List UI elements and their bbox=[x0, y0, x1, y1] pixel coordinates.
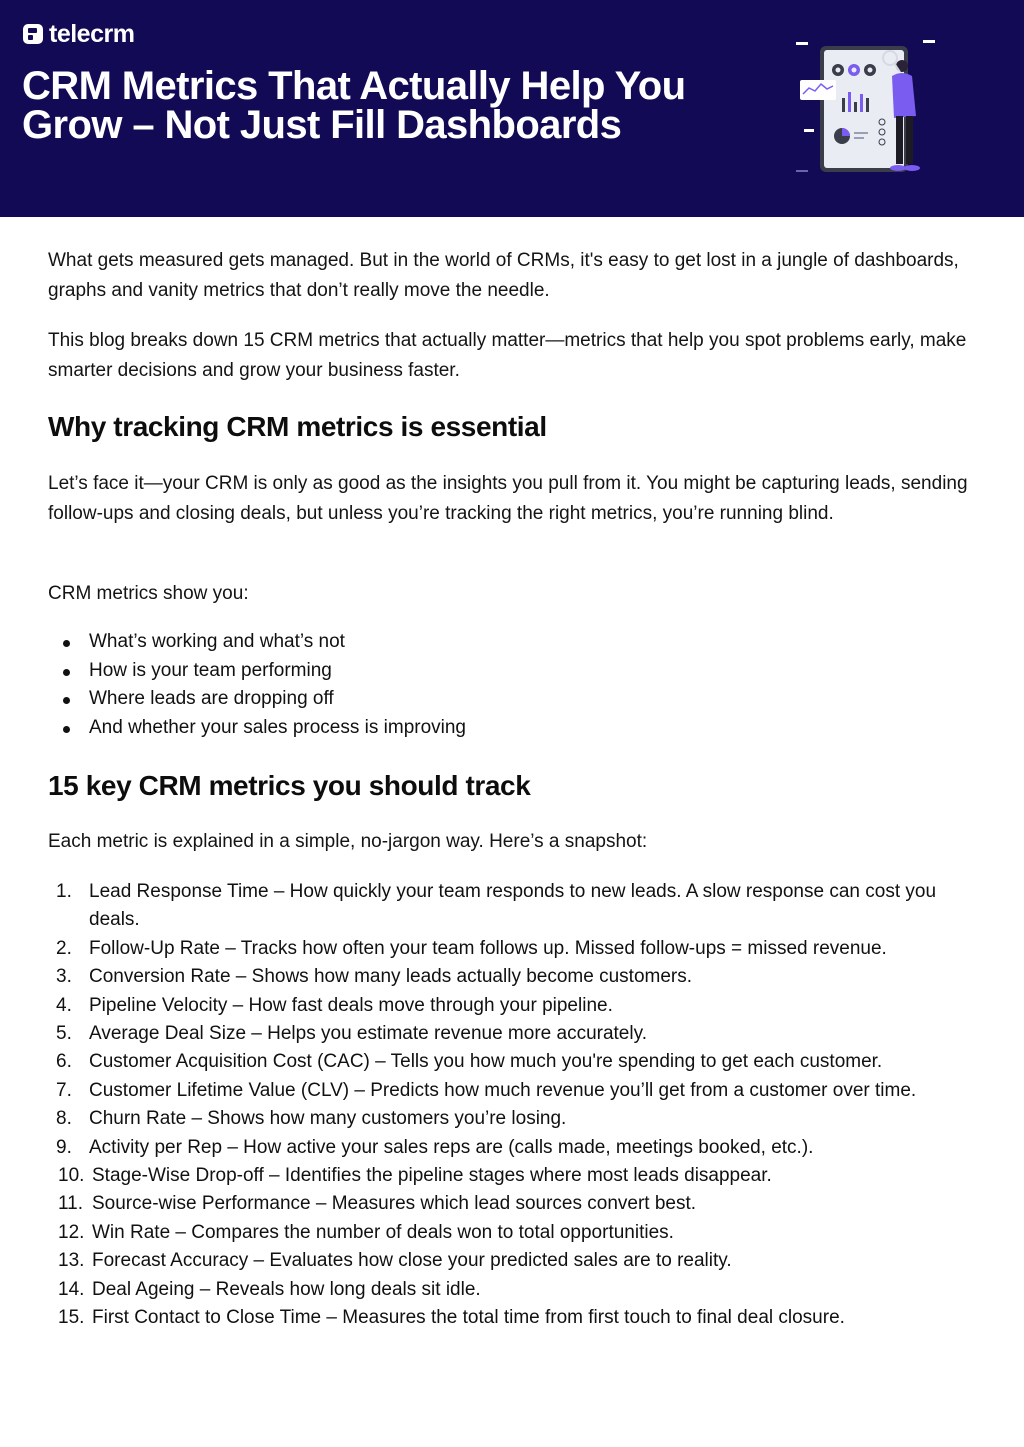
header-banner bbox=[0, 0, 1024, 217]
list-number: 10. bbox=[58, 1165, 85, 1187]
list-item-text: Follow-Up Rate – Tracks how often your team follows up. Missed follow-ups = missed revenue. bbox=[89, 937, 887, 959]
key-metrics-intro: Each metric is explained in a simple, no-jargon way. Here’s a snapshot: bbox=[48, 831, 648, 852]
intro-paragraph-2: This blog breaks down 15 CRM metrics that actually matter—metrics that help you spot problems early, make smarter decisions and grow your business faster. bbox=[48, 330, 967, 381]
list-item bbox=[48, 1190, 978, 1218]
page-title: CRM Metrics That Actually Help You Grow – Not Just Fill Dashboards bbox=[22, 64, 686, 147]
list-item-text: Conversion Rate – Shows how many leads actually become customers. bbox=[89, 966, 693, 988]
list-item-text: Pipeline Velocity – How fast deals move through your pipeline. bbox=[89, 994, 613, 1016]
list-item-text: Activity per Rep – How active your sales reps are (calls made, meetings booked, etc.). bbox=[89, 1136, 814, 1158]
list-item bbox=[48, 878, 978, 935]
list-item bbox=[48, 1276, 978, 1304]
list-item bbox=[48, 1134, 978, 1162]
why-paragraph: Let’s face it—your CRM is only as good as the insights you pull from it. You might be capturing leads, sending follow-ups and closing deals, but unless you’re tracking the right metrics, you’re running blind. bbox=[48, 473, 968, 524]
section-heading-key-metrics: 15 key CRM metrics you should track bbox=[48, 770, 531, 801]
list-number: 4. bbox=[56, 994, 72, 1016]
list-number: 15. bbox=[58, 1307, 85, 1329]
list-item: What’s working and what’s not bbox=[48, 628, 466, 657]
list-item bbox=[48, 963, 978, 991]
brand-name: telecrm bbox=[49, 19, 135, 48]
bullet-list bbox=[48, 628, 466, 743]
list-item-text: Source-wise Performance – Measures which lead sources convert best. bbox=[92, 1193, 697, 1215]
list-item bbox=[48, 1105, 978, 1133]
list-number: 2. bbox=[56, 937, 72, 959]
telecrm-logo-icon bbox=[23, 24, 43, 44]
section-heading-why: Why tracking CRM metrics is essential bbox=[48, 411, 547, 442]
list-number: 11. bbox=[58, 1193, 84, 1215]
list-item: Where leads are dropping off bbox=[48, 685, 466, 714]
list-number: 5. bbox=[56, 1023, 72, 1045]
list-item-text: Lead Response Time – How quickly your team responds to new leads. A slow response can cost you deals. bbox=[89, 881, 937, 931]
list-item: And whether your sales process is improving bbox=[48, 714, 466, 743]
list-number: 8. bbox=[56, 1108, 72, 1130]
list-item bbox=[48, 935, 978, 963]
list-item bbox=[48, 1247, 978, 1275]
list-number: 14. bbox=[58, 1278, 85, 1300]
list-number: 7. bbox=[56, 1079, 72, 1101]
list-number: 6. bbox=[56, 1051, 72, 1073]
intro-paragraph-1: What gets measured gets managed. But in the world of CRMs, it's easy to get lost in a jungle of dashboards, graphs and vanity metrics that don’t really move the needle. bbox=[48, 250, 959, 301]
list-item bbox=[48, 992, 978, 1020]
list-number: 13. bbox=[58, 1250, 85, 1272]
list-item bbox=[48, 1304, 978, 1332]
list-item-text: Customer Acquisition Cost (CAC) – Tells you how much you're spending to get each customer. bbox=[89, 1051, 883, 1073]
list-item bbox=[48, 1219, 978, 1247]
list-item bbox=[48, 1048, 978, 1076]
list-item: How is your team performing bbox=[48, 657, 466, 686]
list-item bbox=[48, 1077, 978, 1105]
metrics-show-label: CRM metrics show you: bbox=[48, 583, 249, 604]
list-item-text: First Contact to Close Time – Measures the total time from first touch to final deal closure. bbox=[92, 1307, 845, 1329]
list-item-text: Churn Rate – Shows how many customers you’re losing. bbox=[89, 1108, 567, 1130]
brand-logo[interactable] bbox=[23, 20, 134, 48]
list-item-text: Forecast Accuracy – Evaluates how close your predicted sales are to reality. bbox=[92, 1250, 732, 1272]
list-item-text: Win Rate – Compares the number of deals won to total opportunities. bbox=[92, 1221, 674, 1243]
list-item-text: Deal Ageing – Reveals how long deals sit idle. bbox=[92, 1278, 481, 1300]
list-item-text: Average Deal Size – Helps you estimate revenue more accurately. bbox=[89, 1023, 647, 1045]
list-item-text: Stage-Wise Drop-off – Identifies the pipeline stages where most leads disappear. bbox=[92, 1165, 772, 1187]
list-number: 1. bbox=[56, 881, 72, 902]
list-item bbox=[48, 1020, 978, 1048]
list-item-text: Customer Lifetime Value (CLV) – Predicts how much revenue you’ll get from a customer over time. bbox=[89, 1079, 917, 1101]
list-item bbox=[48, 1162, 978, 1190]
list-number: 9. bbox=[56, 1136, 72, 1158]
list-number: 3. bbox=[56, 966, 72, 988]
dashboard-illustration bbox=[790, 36, 950, 184]
metrics-list bbox=[48, 878, 978, 1333]
list-number: 12. bbox=[58, 1221, 85, 1243]
